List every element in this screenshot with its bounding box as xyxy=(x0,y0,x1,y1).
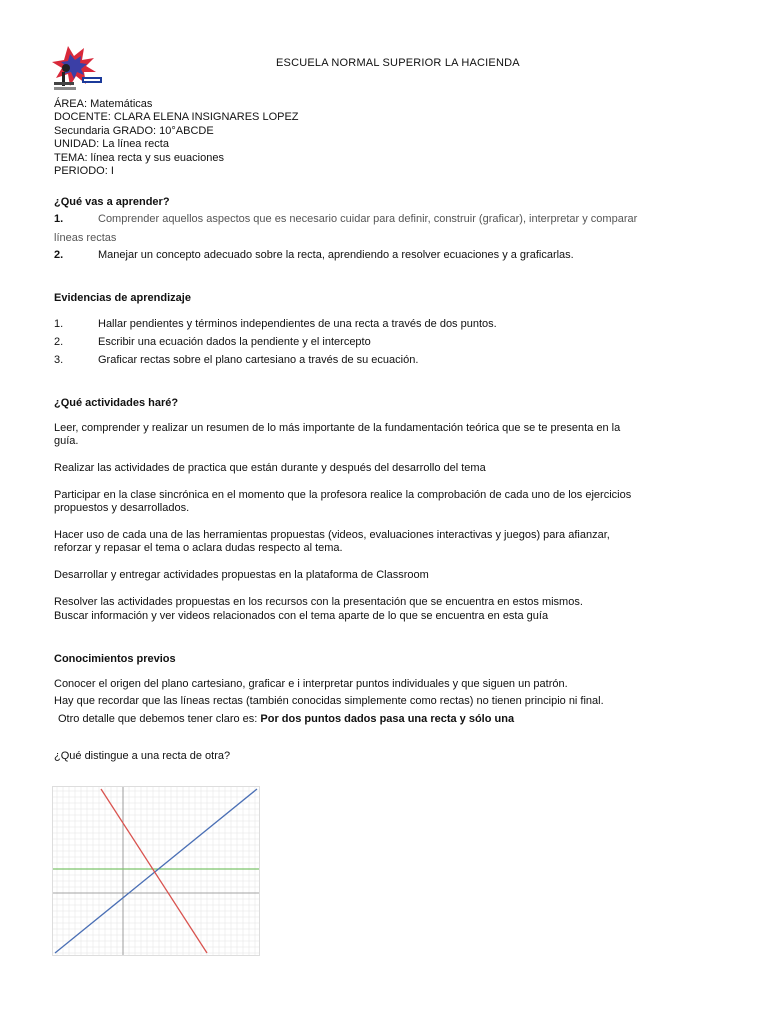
school-logo xyxy=(48,44,114,94)
activity-4-line-1: Hacer uso de cada una de las herramientas propuestas (videos, evaluaciones interactivas y juegos) para afianzar, xyxy=(54,529,610,541)
prior-knowledge-3-bold: Por dos puntos dados pasa una recta y sólo una xyxy=(260,713,515,725)
grade-line: Secundaria GRADO: 10°ABCDE xyxy=(54,125,214,137)
learn-item-1-text-cont: líneas rectas xyxy=(54,232,117,244)
cartesian-graph xyxy=(52,786,260,956)
area-line: ÁREA: Matemáticas xyxy=(54,98,153,110)
evidence-item-3-number: 3. xyxy=(54,354,64,366)
evidence-item-1-text: Hallar pendientes y términos independientes de una recta a través de dos puntos. xyxy=(98,318,497,330)
activity-2: Realizar las actividades de practica que están durante y después del desarrollo del tema xyxy=(54,462,486,474)
activity-6-line-1: Resolver las actividades propuestas en los recursos con la presentación que se encuentra en estos mismos. xyxy=(54,596,583,608)
increasing-line xyxy=(55,789,257,953)
activity-3-line-2: propuestos y desarrollados. xyxy=(54,502,190,514)
school-name: ESCUELA NORMAL SUPERIOR LA HACIENDA xyxy=(276,57,520,69)
activity-1-line-2: guía. xyxy=(54,435,79,447)
prior-knowledge-1: Conocer el origen del plano cartesiano, graficar e i interpretar puntos individuales y que siguen un patrón. xyxy=(54,678,568,690)
activities-heading: ¿Qué actividades haré? xyxy=(54,397,179,409)
learn-item-2-number: 2. xyxy=(54,249,64,261)
prior-knowledge-heading: Conocimientos previos xyxy=(54,653,176,665)
period-line: PERIODO: I xyxy=(54,165,114,177)
activity-3-line-1: Participar en la clase sincrónica en el momento que la profesora realice la comprobación de cada uno de los ejercicios xyxy=(54,489,632,501)
unit-line: UNIDAD: La línea recta xyxy=(54,138,169,150)
evidence-item-3-text: Graficar rectas sobre el plano cartesiano a través de su ecuación. xyxy=(98,354,419,366)
activity-6-line-2: Buscar información y ver videos relacionados con el tema aparte de lo que se encuentra en esta guía xyxy=(54,610,549,622)
activity-5: Desarrollar y entregar actividades propuestas en la plataforma de Classroom xyxy=(54,569,429,581)
learn-item-1-number: 1. xyxy=(54,213,64,225)
evidence-item-2-text: Escribir una ecuación dados la pendiente y el intercepto xyxy=(98,336,371,348)
learn-item-2-text: Manejar un concepto adecuado sobre la recta, aprendiendo a resolver ecuaciones y a graficarlas. xyxy=(98,249,574,261)
prior-knowledge-2: Hay que recordar que las líneas rectas (también conocidas simplemente como rectas) no tienen principio ni final. xyxy=(54,695,604,707)
prior-knowledge-3-prefix: Otro detalle que debemos tener claro es: xyxy=(58,713,258,725)
learn-heading: ¿Qué vas a aprender? xyxy=(54,196,170,208)
evidence-item-2-number: 2. xyxy=(54,336,64,348)
learn-item-1-text: Comprender aquellos aspectos que es necesario cuidar para definir, construir (graficar), interpretar y comparar xyxy=(98,213,638,225)
lines-question: ¿Qué distingue a una recta de otra? xyxy=(54,750,231,762)
topic-line: TEMA: línea recta y sus euaciones xyxy=(54,152,224,164)
prior-knowledge-3 xyxy=(58,713,514,726)
activity-1-line-1: Leer, comprender y realizar un resumen de lo más importante de la fundamentación teórica que se te presenta en la xyxy=(54,422,621,434)
evidence-item-1-number: 1. xyxy=(54,318,64,330)
activity-4-line-2: reforzar y repasar el tema o aclara dudas respecto al tema. xyxy=(54,542,343,554)
teacher-line: DOCENTE: CLARA ELENA INSIGNARES LOPEZ xyxy=(54,111,299,123)
evidence-heading: Evidencias de aprendizaje xyxy=(54,292,191,304)
cartesian-graph-svg xyxy=(53,787,259,955)
